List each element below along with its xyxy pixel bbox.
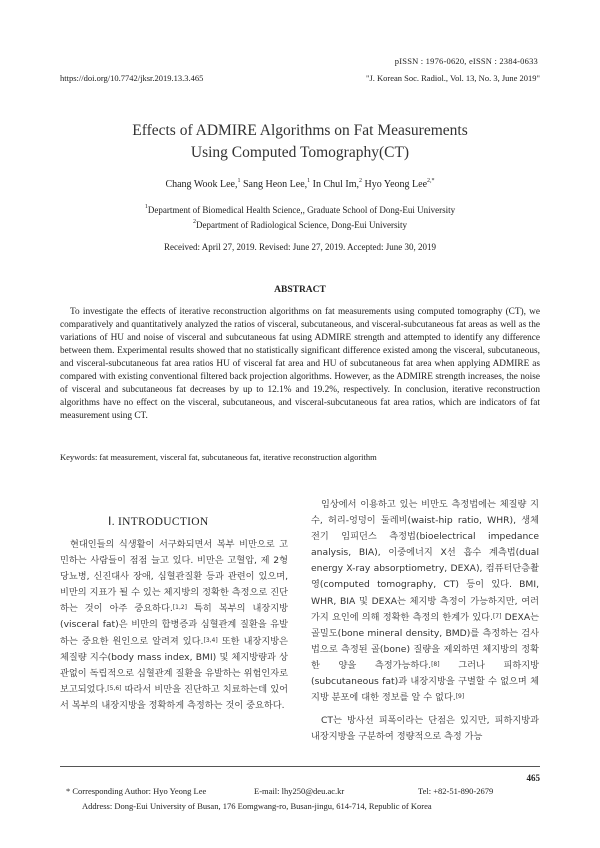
citation[interactable]: [7] [492,612,502,620]
corresponding-email[interactable]: E-mail: lhy250@deu.ac.kr [254,786,345,796]
citation[interactable]: [1,2] [172,604,188,612]
doi-link[interactable]: https://doi.org/10.7742/jksr.2019.13.3.465 [60,73,204,83]
citation[interactable]: [5,6] [107,684,122,692]
affiliation-1 [0,205,600,215]
affiliation-1-mark: 1 [144,204,148,210]
author-3-affil: 2 [359,178,363,184]
intro-paragraph: CT는 방사선 피폭이라는 단점은 있지만, 피하지방과 내장지방을 구분하여 정량적으로 측정 가능 [311,715,539,743]
author-4: Hyo Yeong Lee [362,179,428,190]
author-2-affil: 1 [307,178,311,184]
intro-text: 특히 복부의 내장지방(visceral fat)은 비만의 합병증과 심혈관계 질환을 유발하는 중요한 원인으로 알려져 있다. [60,603,288,647]
affiliation-2-text: Department of Radiological Science, Dong-Eui University [196,220,407,230]
title-line-1: Effects of ADMIRE Algorithms on Fat Measurements [132,122,468,139]
paper-title [0,120,600,164]
affiliation-2-mark: 2 [193,219,197,225]
corresponding-tel: Tel: +82-51-890-2679 [418,786,494,796]
intro-left-column [60,537,288,714]
intro-text: DEXA는 골밀도(bone mineral density, BMD)를 측정하는 검사법으로 측정된 골(bone) 질량을 제외하면 체지방의 정확한 양을 측정가능하다. [311,611,539,671]
intro-text: 현대인들의 식생활이 서구화되면서 복부 비만으로 고민하는 사람들이 점점 늘고 있다. 비만은 고혈압, 제 2형 당뇨병, 신진대사 장애, 심혈관질환 등과 관련이 있으며, 비만의 지표가 될 수 있는 체지방의 정확한 측정으로 진단하는 것이 아주 중요하다. [60,539,288,615]
author-3: In Chul Im, [310,179,360,190]
corresponding-author [66,786,546,796]
abstract-body: To investigate the effects of iterative reconstruction algorithms on fat measurements using computed tomography (CT), we comparatively and quantitatively analyzed the ratios of visceral, subcutaneous, and visceral-subcutaneous fat areas as well as the variations of HU and noise of visceral and subcutaneous fat using ADMIRE strength and attempted to identify any difference between them. Experimental results showed that no statistically significant difference existed among the visceral, subcutaneous, and visceral-subcutaneous fat area ratios HU of visceral fat area and HU of subcutaneous fat area when applying ADMIRE as compared with existing conventional filtered back projection algorithms. However, as the ADMIRE strength increases, the noise of visceral and subcutaneous fat decreases by up to 12.1% and 19.2%, respectively. In conclusion, iterative reconstruction algorithms have no effect on the visceral, subcutaneous, and visceral-subcutaneous fat area ratios, which are indicators of fat measurement using CT. [60,307,540,422]
author-1-affil: 1 [237,178,241,184]
intro-right-column [311,497,539,745]
citation[interactable]: [3,4] [203,636,218,644]
footer-divider [60,766,540,767]
intro-text: 또한 내장지방은 체질량 지수(body mass index, BMI) 및 체지방량과 상관없이 독립적으로 심혈관계 질환을 유발하는 위험인자로 보고되었다. [60,635,288,695]
page-number: 465 [526,773,540,783]
abstract-heading: ABSTRACT [274,285,326,295]
title-line-2: Using Computed Tomography(CT) [190,144,410,161]
citation[interactable]: [8] [431,660,440,668]
affiliation-2 [0,220,600,230]
intro-text: 그러나 피하지방(subcutaneous fat)과 내장지방을 구별할 수 없으며 체지방 분포에 대한 정보를 알 수 없다. [311,659,540,704]
issn-line: pISSN : 1976-0620, eISSN : 2384-0633 [394,56,538,66]
corresponding-address: Address: Dong-Eui University of Busan, 176 Eomgwang-ro, Busan-jingu, 614-714, Republic of Korea [82,801,432,811]
journal-citation: "J. Korean Soc. Radiol., Vol. 13, No. 3, June 2019" [365,73,540,83]
corresponding-name: * Corresponding Author: Hyo Yeong Lee [66,786,207,796]
citation[interactable]: [9] [455,693,465,701]
introduction-heading: Ⅰ. INTRODUCTION [108,516,209,528]
author-4-affil: 2,* [427,178,435,184]
intro-text: 임상에서 이용하고 있는 비만도 측정법에는 체질량 지수, 허리-엉덩이 둘레비(waist-hip ratio, WHR), 생체 전기 임피던스 측정법(bioelectrical impedance analysis, BIA), 이중에너지 X선 흡수 계측법(dual energy X-ray absorptiometry, DEXA), 컴퓨터단층촬영(computed tomography, CT) 등이 있다. BMI, WHR, BIA 및 DEXA는 체지방 측정이 가능하지만, 여러 가지 요인에 의해 정확한 측정의 한계가 있다. [311,499,539,623]
author-1: Chang Wook Lee, [165,179,238,190]
author-2: Sang Heon Lee, [240,179,308,190]
affiliation-1-text: Department of Biomedical Health Science,, Graduate School of Dong-Eui University [147,205,456,215]
author-list [0,179,600,190]
keywords: Keywords: fat measurement, visceral fat, subcutaneous fat, iterative reconstruction algorithm [60,452,377,462]
intro-paragraph [311,497,539,706]
received-dates: Received: April 27, 2019. Revised: June 27, 2019. Accepted: June 30, 2019 [164,242,436,252]
intro-text: 따라서 비만을 진단하고 치료하는데 있어서 복부의 내장지방을 정확하게 측정하는 것이 중요하다. [60,683,288,711]
